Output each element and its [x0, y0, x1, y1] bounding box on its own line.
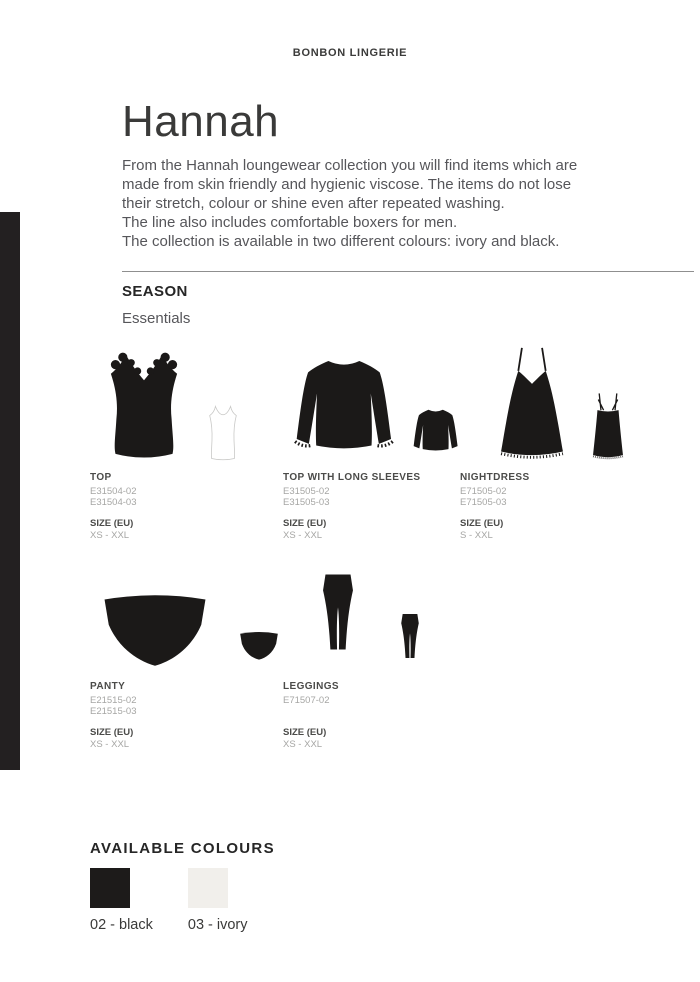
product-codes [283, 487, 460, 509]
intro-section [122, 97, 604, 251]
page-title: Hannah [122, 97, 280, 146]
size-range: S - XXL [460, 530, 493, 541]
left-accent-bar [0, 212, 20, 770]
product-name: NIGHTDRESS [460, 472, 530, 483]
product-name: TOP [90, 472, 112, 483]
description-line: From the Hannah loungewear collection you will find items which are made from skin friendly and hygienic viscose. The items do not lose their stretch, colour or shine even after repeated washing. [122, 157, 578, 212]
size-label: SIZE (EU) [90, 518, 134, 529]
product-image-top [90, 340, 283, 462]
size-label: SIZE (EU) [283, 727, 327, 738]
nightdress-graphic [496, 346, 568, 462]
size-range: XS - XXL [283, 530, 323, 541]
product-card-top [90, 340, 283, 541]
product-card-nightdress [460, 340, 660, 541]
product-card-top-long-sleeves [283, 340, 460, 541]
section-divider [122, 271, 694, 272]
size-label: SIZE (EU) [460, 518, 504, 529]
product-card-panty [90, 549, 283, 750]
product-image-leggings [283, 549, 460, 671]
leggings-small-graphic [393, 601, 427, 671]
ivory-colour-swatch [188, 868, 228, 908]
product-card-leggings [283, 549, 460, 750]
swatch-label: 02 - black [90, 917, 153, 933]
panty-small-graphic [236, 619, 282, 671]
product-codes [90, 487, 283, 509]
product-code: E31504-02 [90, 486, 137, 497]
product-grid [90, 340, 680, 750]
nightdress-small-graphic [586, 390, 630, 462]
product-image-panty [90, 549, 283, 671]
description-line: The collection is available in two different colours: ivory and black. [122, 233, 560, 250]
available-colours-heading: AVAILABLE COLOURS [90, 840, 275, 857]
season-value: Essentials [122, 310, 191, 327]
black-colour-swatch [90, 868, 130, 908]
product-code: E21515-02 [90, 695, 137, 706]
colour-swatches [90, 868, 248, 933]
product-name: TOP WITH LONG SLEEVES [283, 472, 421, 483]
leggings-graphic [309, 553, 367, 671]
product-code: E31504-03 [90, 496, 137, 508]
product-codes [283, 696, 460, 718]
long-sleeve-top-graphic [291, 351, 397, 462]
product-codes [460, 487, 660, 509]
panty-graphic [96, 589, 214, 671]
size-label: SIZE (EU) [283, 518, 327, 529]
swatch-black [90, 868, 153, 933]
tank-top-white-graphic [204, 404, 242, 462]
product-code: E71505-02 [460, 486, 507, 497]
product-code: E21515-03 [90, 705, 137, 717]
description-line: The line also includes comfortable boxers for men. [122, 214, 458, 231]
product-code: E31505-02 [283, 486, 330, 497]
product-image-nightdress [460, 340, 660, 462]
size-range: XS - XXL [90, 530, 130, 541]
size-range: XS - XXL [90, 739, 130, 750]
swatch-ivory [188, 868, 248, 933]
collection-description [122, 156, 604, 251]
product-code: E31505-03 [283, 496, 330, 508]
product-name: LEGGINGS [283, 681, 339, 692]
product-code: E71507-02 [283, 695, 330, 706]
product-name: PANTY [90, 681, 126, 692]
long-sleeve-top-small-graphic [411, 400, 460, 462]
tank-top-black-graphic [98, 350, 190, 462]
product-image-top-long-sleeves [283, 340, 460, 462]
season-heading: SEASON [122, 283, 188, 300]
swatch-label: 03 - ivory [187, 917, 248, 933]
product-codes [90, 696, 283, 718]
size-label: SIZE (EU) [90, 727, 134, 738]
product-code: E71505-03 [460, 496, 507, 508]
brand-header: BONBON LINGERIE [292, 47, 408, 59]
size-range: XS - XXL [283, 739, 323, 750]
